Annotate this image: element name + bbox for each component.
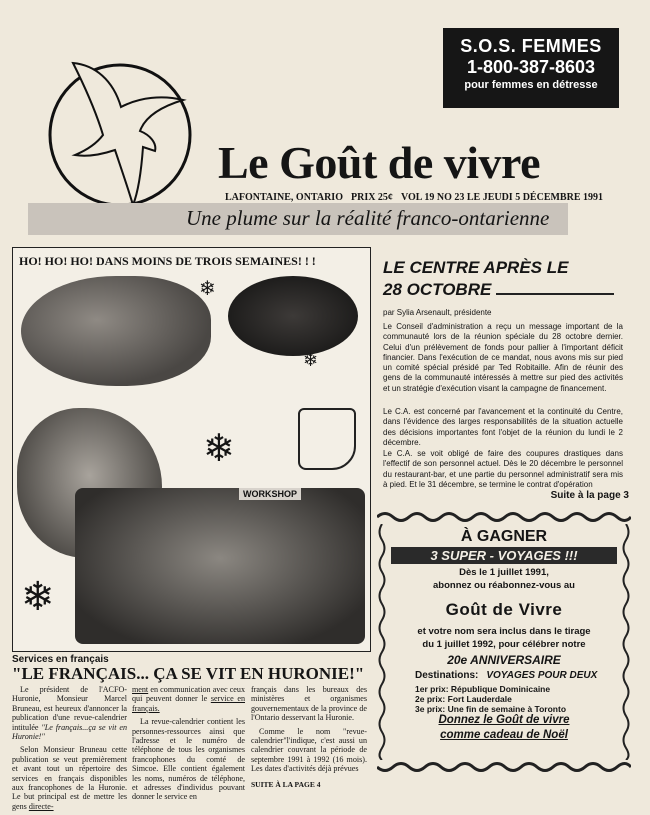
article-title-line1: LE CENTRE APRÈS LE (383, 258, 569, 277)
prize-value: Fort Lauderdale (447, 694, 512, 704)
article-column (132, 685, 245, 806)
promo-anniversary: 20e ANNIVERSAIRE (447, 653, 561, 667)
sos-femmes-box (443, 28, 619, 108)
dove-logo (45, 55, 195, 205)
holly-garland-top (377, 510, 631, 524)
promo-destinations (415, 670, 597, 681)
byline: par Sylia Arsenault, présidente (383, 308, 492, 317)
snowflake-icon: ❄ (303, 350, 319, 370)
tagline-band (28, 203, 568, 235)
article-column (12, 685, 127, 815)
promo-line: Dès le 1 juillet 1991, (459, 567, 549, 578)
article-title (383, 257, 623, 301)
gift-line: Donnez le Goût de vivre (438, 714, 570, 726)
section-kicker: Services en français (12, 654, 109, 665)
snowflake-icon: ❄ (199, 278, 216, 300)
sos-phone: 1-800-387-8603 (466, 57, 596, 77)
holly-garland-right (621, 524, 631, 760)
promo-gift-callout (391, 713, 617, 743)
paragraph: Le président de l'ACFO-Huronie, Monsieur Marcel Bruneau, est heureux d'annoncer la publication d'une revue-calendrier intitulée "Le français...ça se vit en Huronie!" (12, 685, 127, 742)
destinations-label: Destinations: (415, 670, 479, 681)
santa-float-photo (75, 488, 365, 644)
holly-garland-left (377, 524, 387, 760)
sos-subtitle: pour femmes en détresse (464, 79, 598, 91)
promo-line: et votre nom sera inclus dans le tirage (417, 626, 591, 637)
christmas-stocking-icon (298, 408, 356, 470)
continued-link[interactable]: SUITE À LA PAGE 4 (251, 780, 321, 789)
prize-value: République Dominicaine (450, 684, 551, 694)
holly-garland-bottom (377, 760, 631, 774)
parade-photo (21, 276, 211, 386)
promo-newspaper-name: Goût de Vivre (445, 600, 563, 619)
paragraph: Selon Monsieur Bruneau cette publication se veut premièrement et avant tout un répertoire des services en français disponibles aux francophones de la Huronie. Le but principal est de mettre les gens directe- (12, 745, 127, 811)
newspaper-title: Le Goût de vivre (218, 137, 541, 188)
paragraph: La revue-calendrier contient les personnes-ressources ainsi que l'adresse et le numéro de téléphone de tous les organismes francophones du comté de Simcoe. Elle contient également les noms, numéros de téléphone, et adresses d'individus pouvant donner le service en (132, 717, 245, 802)
prize-item (415, 684, 550, 694)
paragraph: Comme le nom "revue-calendrier"l'indique, c'est aussi un calendrier couvrant la période de septembre 1991 à 1992 (16 mois). Les dates d'activités déjà prévues (251, 726, 367, 774)
price: PRIX 25¢ (350, 192, 393, 203)
article-title-date: 28 OCTOBRE (383, 280, 492, 299)
snowflake-icon: ❄ (203, 428, 235, 470)
photo-collage (12, 247, 371, 652)
article-column (251, 685, 367, 778)
band-photo (228, 276, 358, 356)
paragraph: ment en communication avec ceux qui peuvent donner le service en français. (132, 685, 245, 713)
article-paragraph: Le C.A. est concerné par l'avancement et la continuité du Centre, dans l'évidence des larges responsabilités de la situation actuelle des décisions importantes font l'objet de la réunion du lundi le 2 décembre. (383, 407, 623, 447)
subscription-promo (377, 510, 631, 774)
promo-line: du 1 juillet 1992, pour célébrer notre (422, 639, 586, 650)
workshop-sign: WORKSHOP (239, 488, 301, 500)
prize-value: Une fin de semaine à Toronto (447, 704, 567, 714)
promo-heading: À GAGNER (460, 528, 548, 545)
prize-label: 2e prix: (415, 694, 446, 704)
continued-link[interactable]: Suite à la page 3 (550, 490, 629, 501)
article-title-line2 (383, 279, 623, 301)
destinations-value: VOYAGES POUR DEUX (486, 670, 598, 681)
bottom-headline: "LE FRANÇAIS... ÇA SE VIT EN HURONIE!" (12, 664, 365, 683)
snowflake-icon: ❄ (21, 574, 55, 619)
gift-line: comme cadeau de Noël (440, 729, 568, 741)
promo-voyages: 3 SUPER - VOYAGES !!! (391, 547, 617, 564)
prize-label: 1er prix: (415, 684, 449, 694)
sos-title: S.O.S. FEMMES (460, 36, 602, 56)
article-paragraph: Le Conseil d'administration a reçu un message important de la communauté lors de la réunion spéciale du 28 octobre dernier. Celui d'un prélèvement de fonds pour pallier à l'important déficit financier. Dans l'exécution de ce mandat, nous avons mis sur pied un comité spécial présidé par Ted Robitaille. Afin de réunir des gens de la communauté intéressés à mettre sur pied des activités et un stratégie d'exécution visant la campagne de financement. (383, 322, 623, 393)
dateline (225, 192, 611, 203)
prize-label: 3e prix: (415, 704, 446, 714)
promo-line: abonnez ou réabonnez-vous au (433, 580, 575, 591)
place: LAFONTAINE, ONTARIO (225, 192, 343, 203)
issue: VOL 19 NO 23 LE JEUDI 5 DÉCEMBRE 1991 (400, 192, 603, 203)
tagline: Une plume sur la réalité franco-ontarienne (186, 206, 550, 230)
photo-headline: HO! HO! HO! DANS MOINS DE TROIS SEMAINES! ! ! (19, 254, 316, 268)
article-paragraph: Le C.A. se voit obligé de faire des coupures drastiques dans l'effectif de son personnel actuel. Dès le 20 décembre le personnel du restaurant-bar, et une partie du personnel administratif sera mis à pied. Et le 31 décembre, se termine le contrat d'opération (383, 449, 623, 489)
paragraph: français dans les bureaux des ministères et organismes gouvernementaux de la province de l'Ontario desservant la Huronie. (251, 685, 367, 723)
prize-item (415, 694, 512, 704)
